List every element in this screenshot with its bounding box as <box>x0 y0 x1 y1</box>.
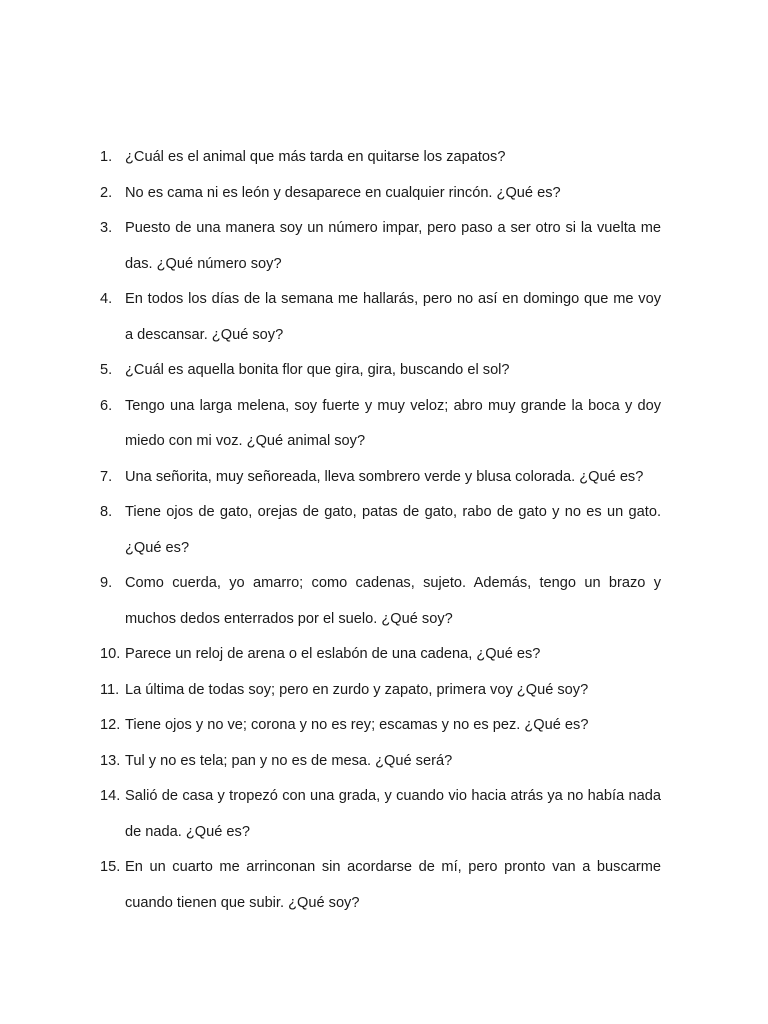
riddle-number: 12. <box>100 717 121 733</box>
riddle-text: Tiene ojos y no ve; corona y no es rey; escamas y no es pez. ¿Qué es? <box>125 717 589 733</box>
riddle-item-2 <box>100 176 661 212</box>
riddle-number: 9. <box>100 575 113 591</box>
riddle-list <box>100 140 661 921</box>
riddle-item-14 <box>100 779 661 850</box>
riddle-item-8 <box>100 495 661 566</box>
riddle-number: 11. <box>100 681 120 698</box>
riddle-text: ¿Cuál es aquella bonita flor que gira, gira, buscando el sol? <box>125 362 510 378</box>
riddle-number: 14. <box>100 788 121 804</box>
riddle-number: 4. <box>100 291 113 307</box>
riddle-number: 13. <box>100 752 121 769</box>
riddle-number: 6. <box>100 397 113 414</box>
riddle-item-11 <box>100 673 661 709</box>
riddle-text: ¿Cuál es el animal que más tarda en quitarse los zapatos? <box>125 149 506 165</box>
riddle-text: Como cuerda, yo amarro; como cadenas, sujeto. Además, tengo un brazo y muchos dedos enterrados por el suelo. ¿Qué soy? <box>125 575 661 627</box>
riddle-number: 3. <box>100 220 113 236</box>
riddle-text: Tengo una larga melena, soy fuerte y muy veloz; abro muy grande la boca y doy miedo con mi voz. ¿Qué animal soy? <box>125 397 661 449</box>
riddle-text: Una señorita, muy señoreada, lleva sombrero verde y blusa colorada. ¿Qué es? <box>125 468 644 485</box>
riddle-text: Tiene ojos de gato, orejas de gato, patas de gato, rabo de gato y no es un gato. ¿Qué es? <box>125 504 661 556</box>
riddle-item-13 <box>100 744 661 780</box>
riddle-item-7 <box>100 460 661 496</box>
riddle-number: 15. <box>100 859 121 875</box>
riddle-item-12 <box>100 708 661 744</box>
riddle-text: En todos los días de la semana me hallarás, pero no así en domingo que me voy a descansar. ¿Qué soy? <box>125 291 661 343</box>
riddle-text: Parece un reloj de arena o el eslabón de una cadena, ¿Qué es? <box>125 646 541 662</box>
riddle-number: 2. <box>100 184 113 201</box>
riddle-text: No es cama ni es león y desaparece en cualquier rincón. ¿Qué es? <box>125 184 561 201</box>
riddle-item-15 <box>100 850 661 921</box>
riddle-text: La última de todas soy; pero en zurdo y zapato, primera voy ¿Qué soy? <box>125 681 589 698</box>
riddle-item-1 <box>100 140 661 176</box>
riddle-text: Puesto de una manera soy un número impar, pero paso a ser otro si la vuelta me das. ¿Qué número soy? <box>125 220 661 272</box>
riddle-text: Tul y no es tela; pan y no es de mesa. ¿Qué será? <box>125 752 453 769</box>
riddle-number: 1. <box>100 149 113 165</box>
riddle-item-3 <box>100 211 661 282</box>
riddle-number: 8. <box>100 504 113 520</box>
riddle-text: En un cuarto me arrinconan sin acordarse de mí, pero pronto van a buscarme cuando tienen que subir. ¿Qué soy? <box>125 859 661 911</box>
riddle-item-10 <box>100 637 661 673</box>
riddle-text: Salió de casa y tropezó con una grada, y cuando vio hacia atrás ya no había nada de nada. ¿Qué es? <box>125 788 661 840</box>
riddle-number: 7. <box>100 468 113 485</box>
riddle-number: 5. <box>100 362 113 378</box>
riddle-item-5 <box>100 353 661 389</box>
riddle-item-6 <box>100 389 661 460</box>
riddle-item-9 <box>100 566 661 637</box>
riddle-number: 10. <box>100 646 121 662</box>
riddle-item-4 <box>100 282 661 353</box>
